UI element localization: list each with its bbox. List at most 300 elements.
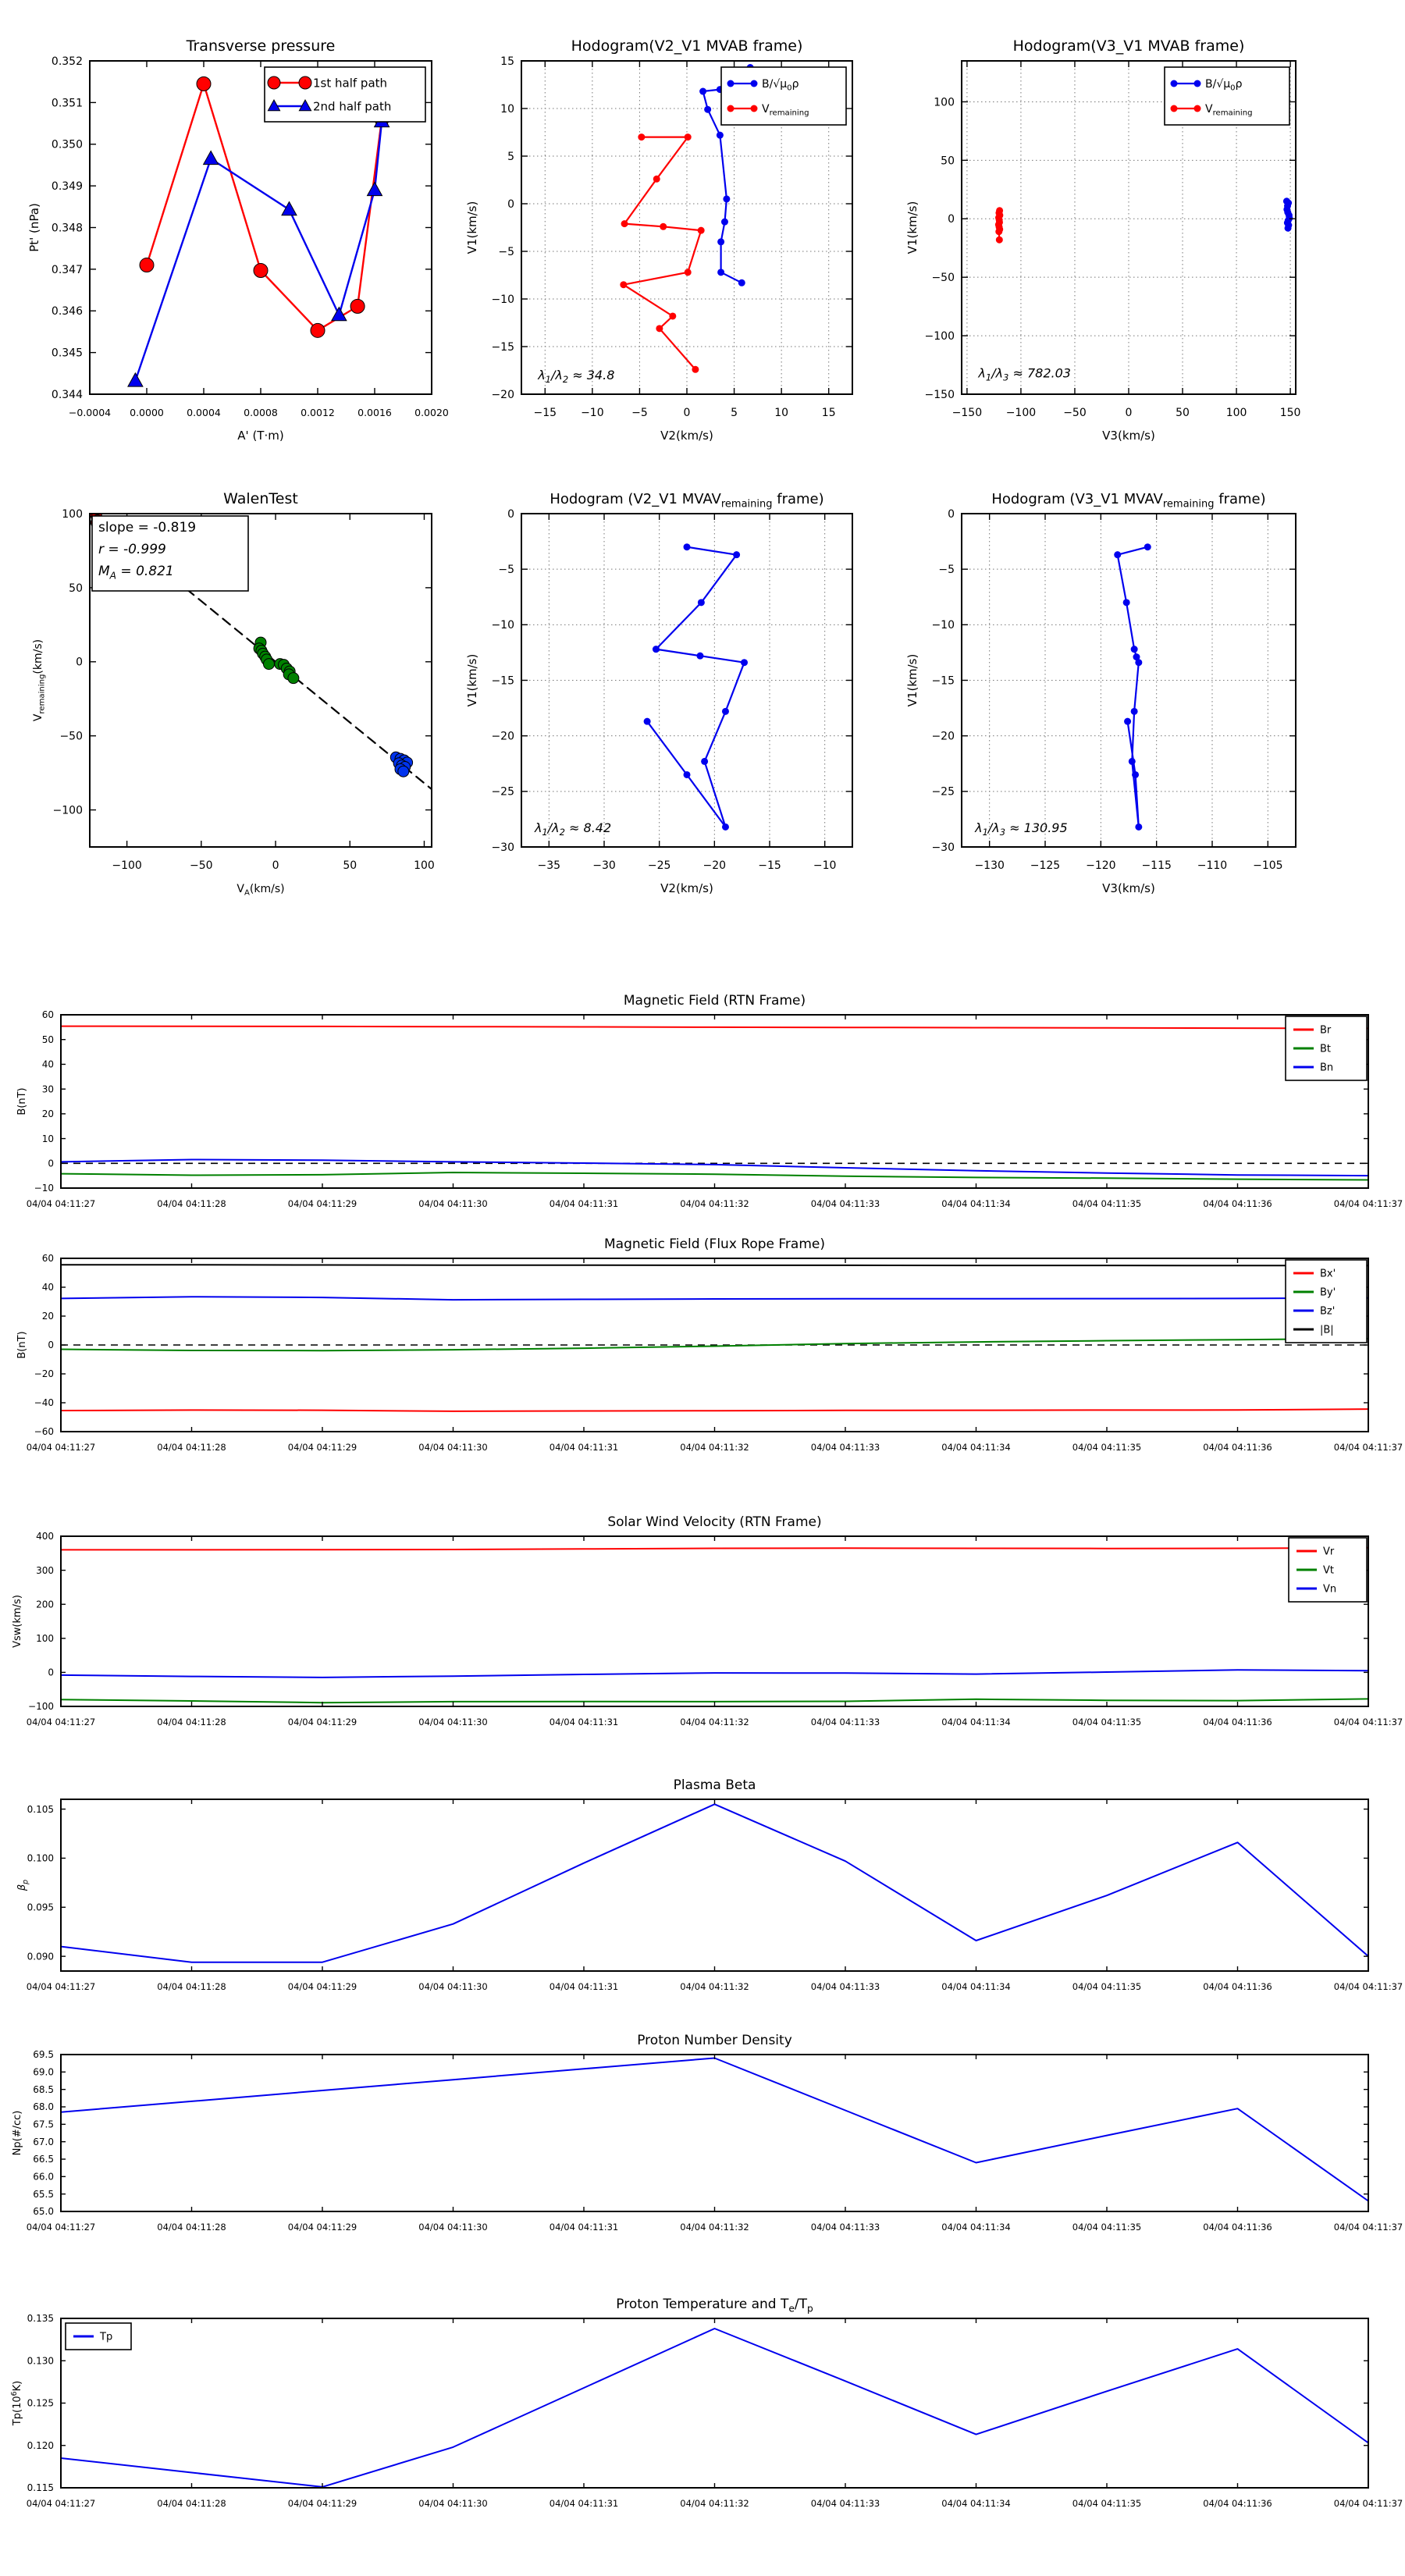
stats-line: r = -0.999 [98, 542, 166, 557]
y-tick-label: −25 [491, 785, 514, 799]
circle-marker [1171, 105, 1178, 112]
circle-marker [1129, 758, 1136, 765]
y-tick-label: 300 [36, 1564, 54, 1576]
x-tick-label: 04/04 04:11:36 [1203, 1981, 1272, 1992]
circle-marker [350, 299, 365, 313]
y-axis-label: Pt' (nPa) [27, 203, 41, 252]
y-tick-label: −100 [28, 1701, 54, 1713]
circle-marker [996, 237, 1003, 244]
series-group [61, 1804, 1368, 1962]
y-tick-label: 0.349 [51, 180, 83, 194]
x-tick-label: −50 [190, 859, 213, 872]
legend [265, 67, 425, 122]
y-tick-label: 69.5 [33, 2049, 54, 2061]
chart-title: Proton Temperature and $T_e/T_p$ [616, 2297, 813, 2314]
circle-marker [644, 718, 651, 725]
circle-marker [1135, 659, 1142, 666]
x-tick-label: 04/04 04:11:34 [941, 1198, 1011, 1209]
y-tick-label: 0.346 [51, 305, 83, 318]
y-tick-label: 40 [41, 1282, 54, 1293]
x-tick-label: 04/04 04:11:37 [1333, 1981, 1403, 1992]
x-tick-label: 04/04 04:11:35 [1072, 1717, 1142, 1727]
circle-marker [717, 269, 724, 276]
x-tick-label: 04/04 04:11:29 [287, 2498, 357, 2509]
x-tick-label: 04/04 04:11:36 [1203, 2498, 1272, 2509]
x-tick-label: 04/04 04:11:33 [810, 2498, 880, 2509]
y-tick-label: −20 [931, 730, 955, 743]
y-tick-label: 0.135 [27, 2313, 54, 2325]
x-tick-label: 04/04 04:11:33 [810, 1717, 880, 1727]
x-tick-label: 04/04 04:11:35 [1072, 2498, 1142, 2509]
circle-marker [1124, 718, 1131, 725]
legend-label: $B/√\mu_0\rho$ [1205, 77, 1243, 93]
x-tick-label: −110 [1197, 859, 1228, 872]
series-group [128, 76, 392, 386]
axis-frame [61, 1015, 1368, 1188]
legend [1289, 1538, 1367, 1602]
y-tick-label: 0.348 [51, 222, 83, 235]
y-axis-label: V1(km/s) [905, 201, 919, 254]
y-tick-label: 0.125 [27, 2397, 54, 2409]
circle-marker [717, 238, 724, 245]
circle-marker [717, 132, 724, 139]
y-tick-label: 60 [41, 1009, 54, 1021]
y-tick-label: 0.090 [27, 1951, 54, 1962]
x-tick-label: 04/04 04:11:28 [157, 1981, 226, 1992]
x-tick-label: 04/04 04:11:36 [1203, 1442, 1272, 1453]
circle-marker [727, 80, 735, 87]
circle-marker [311, 323, 325, 337]
circle-marker [398, 766, 409, 777]
x-tick-label: 04/04 04:11:37 [1333, 1717, 1403, 1727]
x-tick-label: 04/04 04:11:27 [26, 1981, 96, 1992]
series-group [61, 1265, 1368, 1411]
y-tick-label: −50 [59, 730, 83, 743]
circle-marker [684, 771, 691, 778]
y-tick-label: 15 [500, 55, 514, 68]
circle-marker [685, 133, 692, 141]
x-tick-label: 04/04 04:11:28 [157, 2498, 226, 2509]
y-tick-label: −20 [34, 1368, 54, 1380]
y-tick-label: 0.100 [27, 1852, 54, 1864]
circle-marker [684, 543, 691, 550]
y-tick-label: 0.344 [51, 388, 83, 401]
y-axis-label: $Tp(10^6K)$ [10, 2380, 23, 2426]
triangle-marker [128, 373, 143, 386]
chart-title: Transverse pressure [186, 37, 336, 55]
y-tick-label: 0.345 [51, 347, 83, 360]
x-tick-label: 04/04 04:11:35 [1072, 1198, 1142, 1209]
legend-label: Bx' [1320, 1268, 1336, 1280]
x-tick-label: 04/04 04:11:37 [1333, 1198, 1403, 1209]
y-axis-label: V1(km/s) [465, 201, 479, 254]
circle-marker [1285, 225, 1292, 232]
y-tick-label: 0 [48, 1667, 54, 1678]
axis-frame [61, 1799, 1368, 1971]
y-tick-label: −5 [498, 564, 514, 577]
circle-marker [1144, 543, 1151, 550]
circle-marker [751, 105, 758, 112]
circle-marker [722, 824, 729, 831]
x-tick-label: 04/04 04:11:29 [287, 1717, 357, 1727]
circle-marker [727, 105, 735, 112]
legend [1286, 1260, 1367, 1343]
y-axis-label: B(nT) [16, 1331, 28, 1359]
x-tick-label: 04/04 04:11:29 [287, 1198, 357, 1209]
x-tick-label: 04/04 04:11:35 [1072, 2222, 1142, 2233]
y-tick-label: 0.115 [27, 2482, 54, 2494]
circle-marker [685, 269, 692, 276]
x-tick-label: 04/04 04:11:29 [287, 1981, 357, 1992]
y-tick-label: 0 [48, 1158, 54, 1169]
x-tick-label: 04/04 04:11:34 [941, 1981, 1011, 1992]
circle-marker [299, 76, 311, 89]
circle-marker [653, 176, 660, 183]
x-tick-label: 100 [414, 859, 435, 872]
axis-frame [962, 514, 1296, 847]
circle-marker [698, 599, 705, 606]
x-tick-label: 04/04 04:11:32 [680, 1981, 749, 1992]
y-tick-label: −40 [34, 1397, 54, 1409]
series-line-Np [61, 2058, 1368, 2201]
circle-marker [751, 80, 758, 87]
chart-title: Magnetic Field (Flux Rope Frame) [604, 1236, 825, 1252]
x-tick-label: −105 [1253, 859, 1283, 872]
y-tick-label: 0.351 [51, 97, 83, 110]
stats-line: $M_A = 0.821$ [98, 564, 174, 582]
series-group [61, 1548, 1368, 1703]
circle-marker [696, 653, 703, 660]
circle-marker [1135, 824, 1142, 831]
legend-label: $V_{remaining}$ [762, 102, 809, 118]
x-tick-label: −20 [702, 859, 727, 872]
x-axis-label: V3(km/s) [1102, 429, 1155, 443]
x-tick-label: 04/04 04:11:36 [1203, 2222, 1272, 2233]
x-tick-label: 04/04 04:11:36 [1203, 1717, 1272, 1727]
x-tick-label: 0.0012 [301, 407, 335, 418]
x-tick-label: −15 [533, 407, 557, 419]
circle-marker [1194, 105, 1201, 112]
y-tick-label: 60 [41, 1253, 54, 1265]
y-tick-label: 0 [48, 1340, 54, 1351]
x-tick-label: 04/04 04:11:30 [418, 1442, 488, 1453]
x-tick-label: 04/04 04:11:33 [810, 1981, 880, 1992]
x-tick-label: 0.0000 [130, 407, 164, 418]
x-tick-label: 04/04 04:11:33 [810, 2222, 880, 2233]
series-group [1114, 543, 1151, 831]
x-tick-label: 0.0004 [187, 407, 221, 418]
chart-solar-wind-velocity [12, 1514, 1403, 1727]
chart-hodogram-v2v1-mvav [465, 491, 852, 895]
legend [1286, 1016, 1367, 1080]
x-tick-label: 04/04 04:11:32 [680, 1717, 749, 1727]
x-tick-label: 04/04 04:11:30 [418, 1717, 488, 1727]
x-tick-label: 04/04 04:11:27 [26, 1717, 96, 1727]
triangle-marker [204, 151, 219, 164]
y-tick-label: 0.120 [27, 2439, 54, 2451]
x-tick-label: −35 [537, 859, 561, 872]
chart-title: Hodogram(V3_V1 MVAB frame) [1012, 37, 1245, 55]
x-tick-label: 04/04 04:11:31 [549, 1442, 619, 1453]
circle-marker [1132, 771, 1139, 778]
y-tick-label: −5 [938, 564, 955, 577]
y-tick-label: 65.5 [33, 2188, 54, 2200]
y-tick-label: 50 [69, 582, 83, 595]
x-tick-label: 04/04 04:11:27 [26, 1442, 96, 1453]
y-tick-label: 66.0 [33, 2171, 54, 2183]
y-tick-label: 100 [62, 507, 83, 521]
circle-marker [621, 220, 628, 227]
triangle-marker [368, 182, 382, 195]
series-group [61, 2058, 1368, 2201]
circle-marker [722, 708, 729, 715]
legend-label: 2nd half path [313, 99, 392, 114]
x-tick-label: 04/04 04:11:31 [549, 1981, 619, 1992]
x-tick-label: −130 [974, 859, 1005, 872]
x-tick-label: −15 [758, 859, 781, 872]
circle-marker [692, 366, 699, 373]
x-tick-label: 0 [683, 407, 691, 419]
x-tick-label: 04/04 04:11:37 [1333, 1442, 1403, 1453]
circle-marker [638, 133, 645, 141]
x-axis-label: V2(km/s) [660, 881, 713, 895]
circle-marker [288, 673, 299, 684]
y-tick-label: 50 [941, 155, 955, 168]
circle-marker [723, 195, 730, 202]
y-tick-label: −25 [931, 785, 955, 799]
x-tick-label: 04/04 04:11:30 [418, 1981, 488, 1992]
y-tick-label: −10 [491, 293, 514, 306]
circle-marker [698, 227, 705, 234]
y-tick-label: −50 [931, 272, 955, 285]
circle-marker [1114, 551, 1121, 558]
x-tick-label: −100 [1005, 407, 1037, 419]
y-tick-label: −15 [931, 674, 955, 688]
legend-label: Bn [1320, 1062, 1334, 1074]
y-tick-label: 0.347 [51, 263, 83, 276]
legend-label: |B| [1320, 1324, 1334, 1336]
x-tick-label: −10 [813, 859, 837, 872]
legend-label: Vt [1323, 1564, 1334, 1577]
series-group [995, 197, 1293, 243]
y-tick-label: 0 [507, 197, 514, 211]
x-tick-label: 04/04 04:11:32 [680, 1442, 749, 1453]
lambda-annotation: $\lambda_1/\lambda_2 \approx 34.8$ [538, 367, 615, 385]
chart-mag-field-rtn [16, 993, 1403, 1209]
legend-label: Bz' [1320, 1305, 1336, 1318]
x-tick-label: 04/04 04:11:33 [810, 1198, 880, 1209]
y-tick-label: 67.0 [33, 2136, 54, 2147]
y-tick-label: −5 [498, 245, 514, 258]
y-tick-label: 10 [500, 102, 514, 116]
y-axis-label: Np(#/cc) [12, 2110, 23, 2156]
y-tick-label: −30 [931, 841, 955, 854]
y-tick-label: 200 [36, 1599, 54, 1610]
x-tick-label: 04/04 04:11:28 [157, 1198, 226, 1209]
stats-line: slope = -0.819 [98, 520, 197, 535]
y-tick-label: 100 [934, 96, 955, 109]
circle-marker [669, 312, 676, 319]
chart-transverse-pressure [27, 37, 449, 443]
series-line-2nd half path [135, 121, 382, 381]
x-tick-label: −5 [631, 407, 648, 419]
series-line-Tp [61, 2329, 1368, 2487]
circle-marker [721, 219, 728, 226]
lambda-annotation: $\lambda_1/\lambda_2 \approx 8.42$ [534, 820, 612, 838]
x-tick-label: −0.0004 [68, 407, 112, 418]
x-tick-label: −25 [647, 859, 671, 872]
x-tick-label: 04/04 04:11:28 [157, 1442, 226, 1453]
chart-title: WalenTest [223, 490, 298, 507]
x-tick-label: 04/04 04:11:32 [680, 1198, 749, 1209]
x-tick-label: 04/04 04:11:30 [418, 1198, 488, 1209]
series-line-Vn [61, 1670, 1368, 1678]
x-axis-label: $V_A(km/s)$ [237, 883, 285, 898]
x-tick-label: 04/04 04:11:32 [680, 2222, 749, 2233]
y-axis-label: $V_{remaining}(km/s)$ [32, 639, 47, 722]
circle-marker [1123, 599, 1130, 606]
series-line-v2v1-path [647, 547, 744, 827]
chart-title: Hodogram (V2_V1 $MVAV_{remaining}$ frame) [550, 491, 824, 511]
x-tick-label: 04/04 04:11:32 [680, 2498, 749, 2509]
lambda-annotation: $\lambda_1/\lambda_3 \approx 130.95$ [975, 820, 1068, 838]
circle-marker [738, 279, 745, 286]
x-tick-label: 10 [774, 407, 789, 419]
legend-label: $V_{remaining}$ [1205, 102, 1253, 118]
y-tick-label: 0 [507, 507, 514, 521]
x-tick-label: 04/04 04:11:37 [1333, 2222, 1403, 2233]
x-tick-label: −150 [951, 407, 983, 419]
x-tick-label: 04/04 04:11:27 [26, 2222, 96, 2233]
axis-frame [61, 1536, 1368, 1706]
x-tick-label: 04/04 04:11:31 [549, 1717, 619, 1727]
y-tick-label: −10 [491, 619, 514, 632]
y-tick-label: 0.095 [27, 1902, 54, 1913]
chart-title: Magnetic Field (RTN Frame) [623, 993, 806, 1009]
legend [1165, 67, 1289, 125]
x-axis-label: V2(km/s) [660, 429, 713, 443]
y-tick-label: 68.0 [33, 2101, 54, 2113]
x-tick-label: 04/04 04:11:27 [26, 2498, 96, 2509]
circle-marker [653, 646, 660, 653]
legend-label: Vr [1323, 1546, 1335, 1558]
y-tick-label: −150 [924, 388, 955, 401]
circle-marker [263, 659, 274, 670]
chart-title: Hodogram(V2_V1 MVAB frame) [571, 37, 803, 55]
y-tick-label: 20 [41, 1311, 54, 1322]
chart-plasma-beta [16, 1777, 1403, 1992]
stats-box [92, 516, 248, 591]
x-tick-label: 150 [1279, 407, 1301, 419]
x-axis-label: V3(km/s) [1102, 881, 1155, 895]
x-tick-label: 04/04 04:11:34 [941, 1717, 1011, 1727]
x-tick-label: 0.0008 [244, 407, 278, 418]
x-tick-label: 50 [343, 859, 357, 872]
circle-marker [140, 258, 154, 272]
circle-marker [254, 263, 268, 277]
x-tick-label: −30 [592, 859, 616, 872]
y-tick-label: −30 [491, 841, 514, 854]
y-tick-label: 40 [41, 1059, 54, 1070]
x-tick-label: −10 [581, 407, 604, 419]
x-tick-label: 50 [1176, 407, 1190, 419]
series-line-Bx-prime [61, 1409, 1368, 1411]
chart-hodogram-v2v1-mvab [465, 37, 852, 443]
y-tick-label: −60 [34, 1426, 54, 1438]
y-tick-label: 10 [41, 1133, 54, 1144]
circle-marker [733, 551, 740, 558]
y-tick-label: 0.352 [51, 55, 83, 68]
x-tick-label: 04/04 04:11:33 [810, 1442, 880, 1453]
x-tick-label: 04/04 04:11:35 [1072, 1981, 1142, 1992]
series-line-Bz-prime [61, 1297, 1368, 1300]
x-tick-label: 15 [821, 407, 836, 419]
y-tick-label: 0 [76, 656, 83, 669]
x-tick-label: 04/04 04:11:27 [26, 1198, 96, 1209]
y-tick-label: −100 [52, 804, 83, 817]
y-tick-label: 20 [41, 1108, 54, 1120]
triangle-marker [282, 202, 297, 215]
circle-marker [660, 223, 667, 230]
x-tick-label: 0.0020 [414, 407, 449, 418]
y-tick-label: 0.130 [27, 2355, 54, 2367]
y-axis-label: B(nT) [16, 1087, 28, 1115]
axis-frame [61, 2055, 1368, 2211]
y-tick-label: 5 [507, 150, 514, 163]
x-tick-label: 04/04 04:11:29 [287, 2222, 357, 2233]
y-tick-label: 50 [41, 1034, 54, 1045]
x-tick-label: −120 [1086, 859, 1116, 872]
legend-label: By' [1320, 1286, 1336, 1299]
y-tick-label: 69.0 [33, 2066, 54, 2078]
y-tick-label: 400 [36, 1531, 54, 1542]
series-group [61, 2329, 1368, 2487]
series-line-beta-p [61, 1804, 1368, 1962]
x-tick-label: 04/04 04:11:35 [1072, 1442, 1142, 1453]
series-line-Vr [61, 1548, 1368, 1550]
x-tick-label: 04/04 04:11:31 [549, 2222, 619, 2233]
lambda-annotation: $\lambda_1/\lambda_3 \approx 782.03$ [978, 365, 1071, 383]
x-tick-label: 0.0016 [357, 407, 392, 418]
chart-hodogram-v3v1-mvab [905, 37, 1300, 443]
circle-marker [1131, 646, 1138, 653]
circle-marker [197, 76, 211, 91]
circle-marker [701, 758, 708, 765]
x-tick-label: 04/04 04:11:31 [549, 2498, 619, 2509]
x-tick-label: 04/04 04:11:31 [549, 1198, 619, 1209]
circle-marker [620, 281, 627, 288]
y-tick-label: 0.105 [27, 1803, 54, 1815]
legend-label: $B/√\mu_0\rho$ [762, 77, 799, 93]
x-tick-label: 0 [1125, 407, 1133, 419]
circle-marker [741, 659, 748, 666]
circle-marker [1194, 80, 1201, 87]
chart-mag-field-flux-rope [16, 1236, 1403, 1453]
chart-title: Solar Wind Velocity (RTN Frame) [607, 1514, 822, 1530]
legend-label: 1st half path [313, 76, 388, 91]
chart-title: Plasma Beta [673, 1777, 756, 1793]
y-tick-label: 0 [948, 213, 955, 226]
x-tick-label: −115 [1141, 859, 1172, 872]
circle-marker [704, 106, 711, 113]
x-tick-label: −125 [1030, 859, 1061, 872]
y-tick-label: −15 [491, 340, 514, 354]
y-tick-label: −20 [491, 730, 514, 743]
legend [66, 2323, 131, 2350]
x-tick-label: −100 [112, 859, 142, 872]
circle-marker [268, 76, 280, 89]
x-tick-label: 5 [731, 407, 738, 419]
